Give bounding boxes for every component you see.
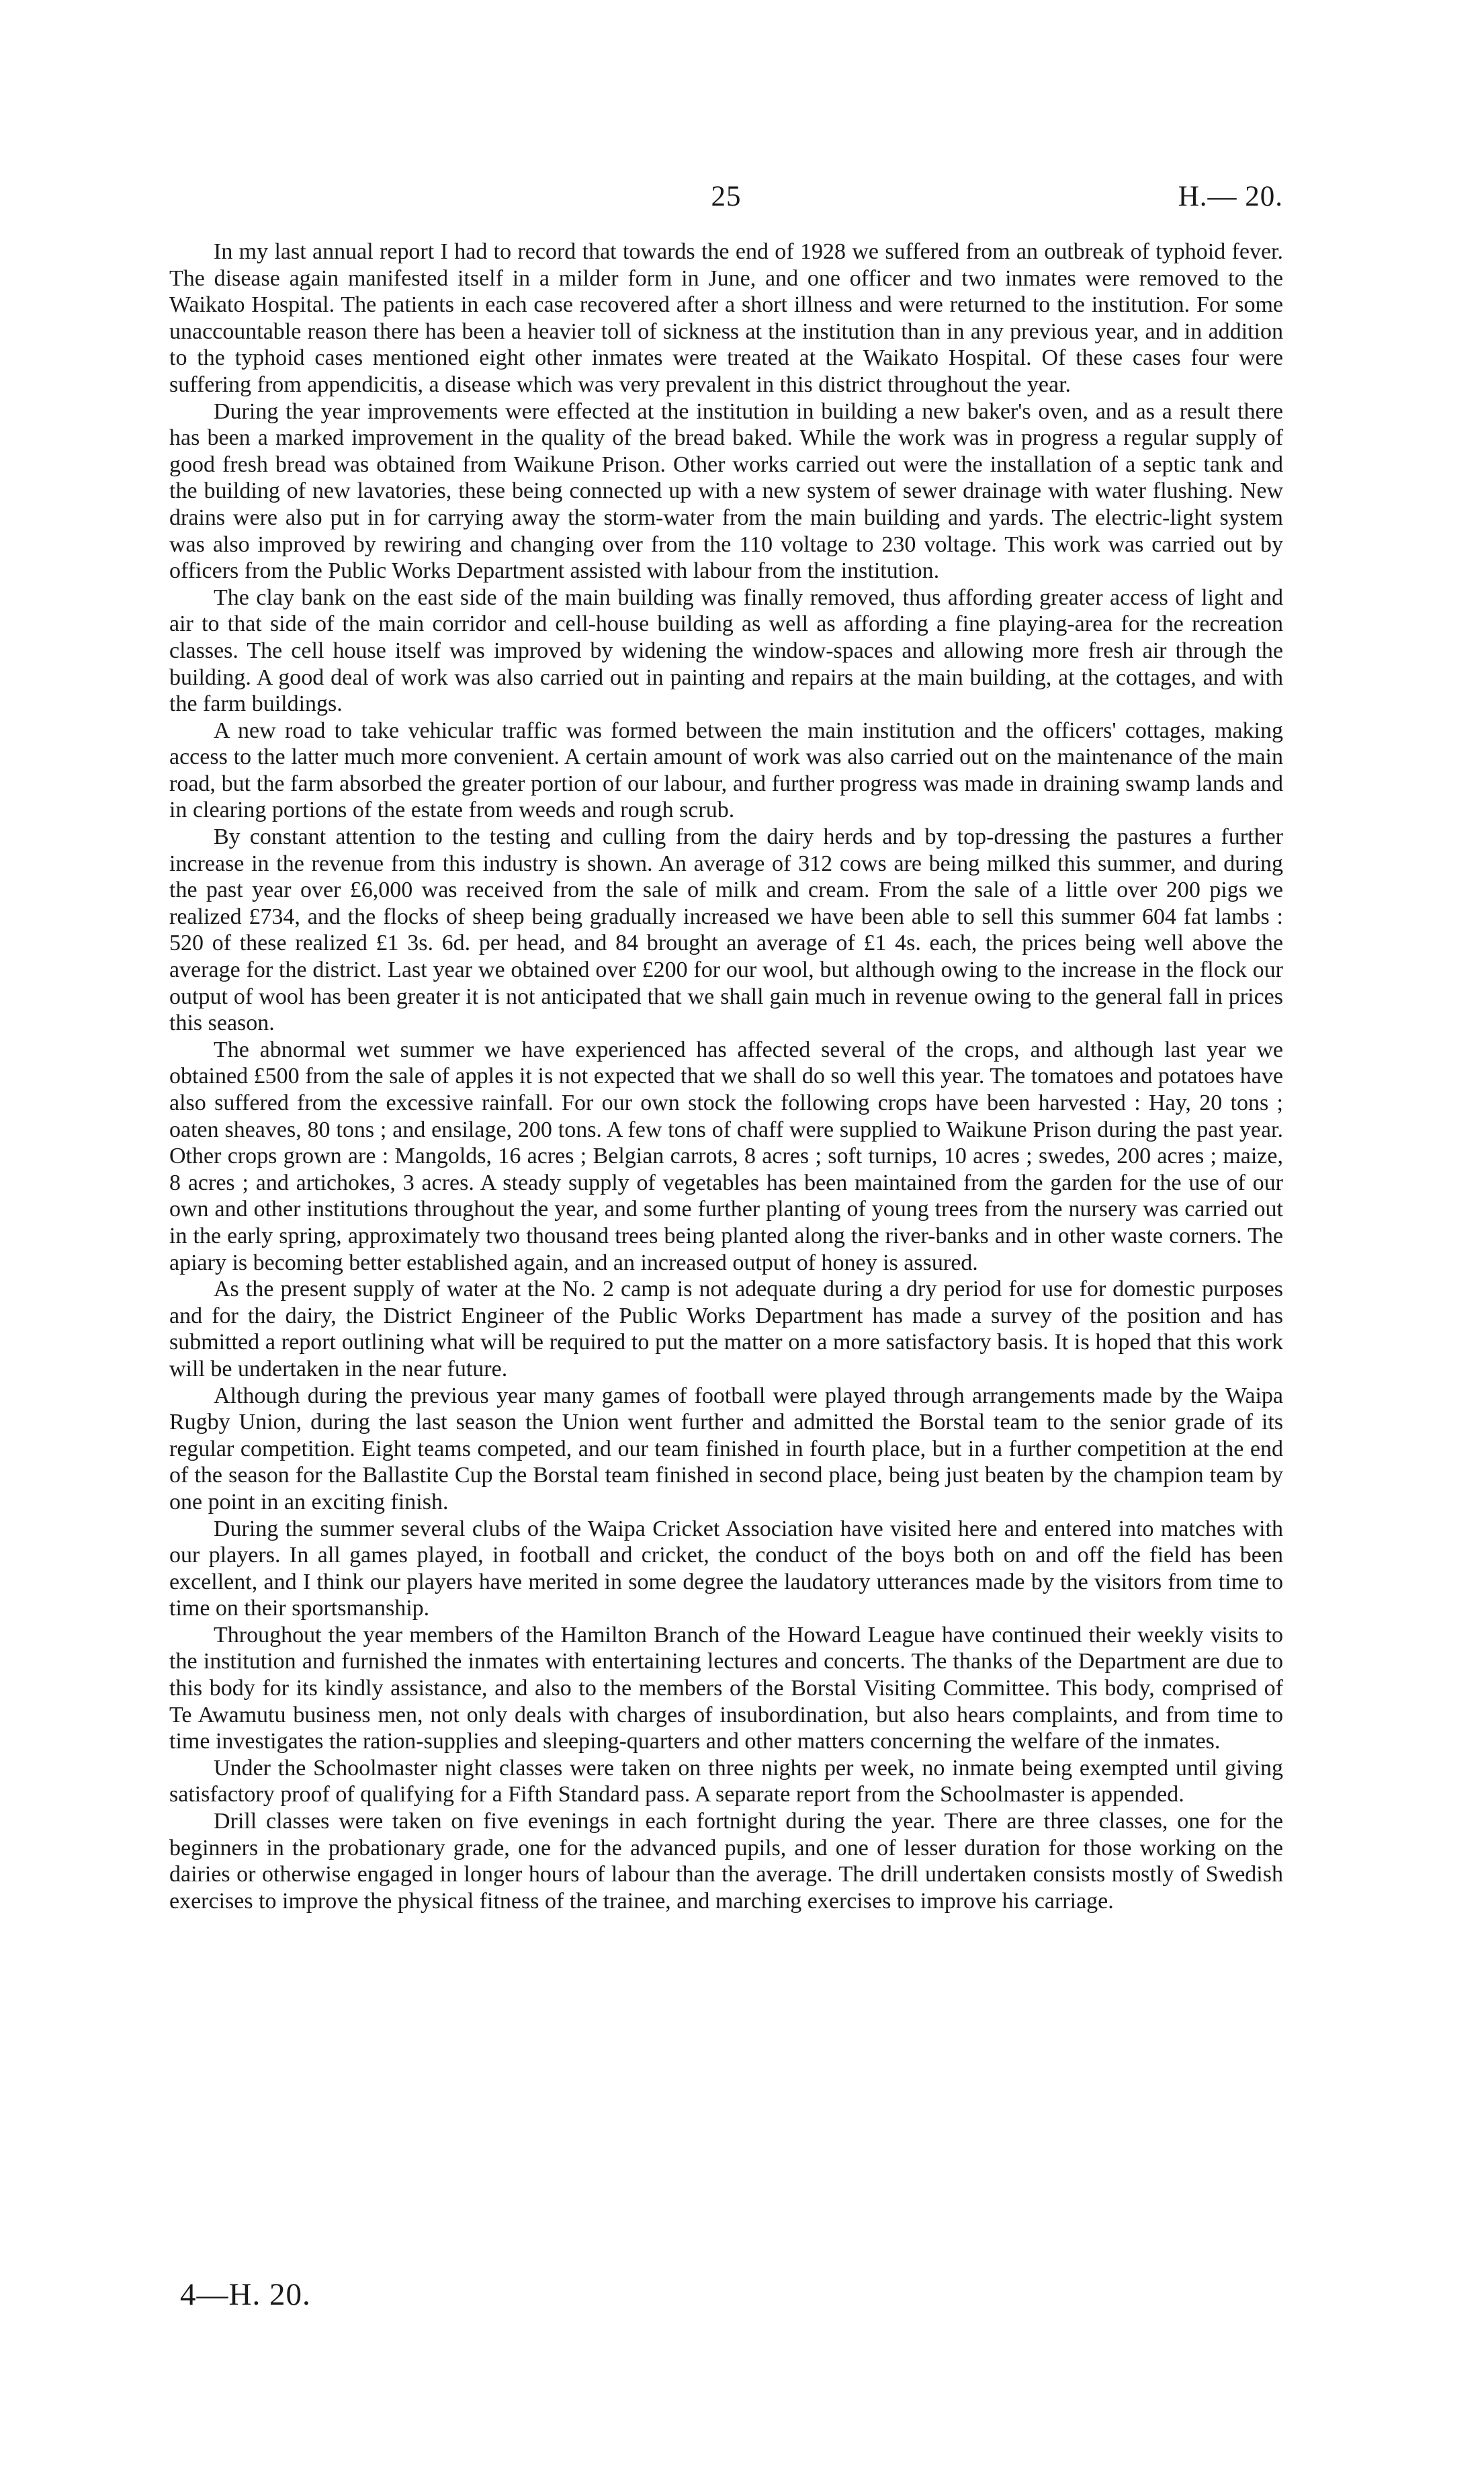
paragraph-water-supply: As the present supply of water at the No. 2 camp is not adequate during a dry period for use for domestic purposes and for the dairy, the District Engineer of the Public Works Department has made a survey of the position and has submitted a report outlining what will be required to put the matter on a more satisfactory basis. It is hoped that this work will be undertaken in the near future. bbox=[169, 1277, 1283, 1381]
signature-code: 4—H. 20. bbox=[180, 2277, 311, 2312]
paragraph-cricket: During the summer several clubs of the Waipa Cricket Association have visited here and entered into matches with our players. In all games played, in football and cricket, the conduct of the boys both on and off the field has been excellent, and I think our players have merited in some degree the laudatory utterances made by the visitors from time to time on their sportsmanship. bbox=[169, 1516, 1283, 1621]
paragraph-clay-bank: The clay bank on the east side of the main building was finally removed, thus affording greater access of light and air to that side of the main corridor and cell-house building as well as affording a fine playing-area for the recreation classes. The cell house itself was improved by widening the window-spaces and allowing more fresh air through the building. A good deal of work was also carried out in painting and repairs at the main building, at the cottages, and with the farm buildings. bbox=[169, 585, 1283, 717]
paragraph-drill: Drill classes were taken on five evenings in each fortnight during the year. There are three classes, one for the beginners in the probationary grade, one for the advanced pupils, and one of lesser duration for those working on the dairies or otherwise engaged in longer hours of labour than the average. The drill undertaken consists mostly of Swedish exercises to improve the physical fitness of the trainee, and marching exercises to improve his carriage. bbox=[169, 1809, 1283, 1914]
paragraph-improvements: During the year improvements were effected at the institution in building a new baker's oven, and as a result there has been a marked improvement in the quality of the bread baked. While the work was in progress a regular supply of good fresh bread was obtained from Waikune Prison. Other works carried out were the installation of a septic tank and the building of new lavatories, these being connected up with a new system of sewer drainage with water flushing. New drains were also put in for carrying away the storm-water from the main building and yards. The electric-light system was also improved by rewiring and changing over from the 110 voltage to 230 voltage. This work was carried out by officers from the Public Works Department assisted with labour from the institution. bbox=[169, 398, 1283, 584]
paragraph-football: Although during the previous year many games of football were played through arrangements made by the Waipa Rugby Union, during the last season the Union went further and admitted the Borstal team to the senior grade of its regular competition. Eight teams competed, and our team finished in fourth place, but in a further competition at the end of the season for the Ballastite Cup the Borstal team finished in second place, being just beaten by the champion team by one point in an exciting finish. bbox=[169, 1383, 1283, 1514]
page-header bbox=[169, 180, 1283, 220]
paragraph-crops: The abnormal wet summer we have experienced has affected several of the crops, and although last year we obtained £500 from the sale of apples it is not expected that we shall do so well this year. The tomatoes and potatoes have also suffered from the excessive rainfall. For our own stock the following crops have been harvested : Hay, 20 tons ; oaten sheaves, 80 tons ; and ensilage, 200 tons. A few tons of chaff were supplied to Waikune Prison during the past year. Other crops grown are : Mangolds, 16 acres ; Belgian carrots, 8 acres ; soft turnips, 10 acres ; swedes, 200 acres ; maize, 8 acres ; and artichokes, 3 acres. A steady supply of vegetables has been maintained from the garden for the use of our own and other institutions throughout the year, and some further planting of young trees from the nursery was carried out in the early spring, approximately two thousand trees being planted along the river-banks and in other waste corners. The apiary is becoming better established again, and an increased output of honey is assured. bbox=[169, 1037, 1283, 1275]
paragraph-health: In my last annual report I had to record that towards the end of 1928 we suffered from an outbreak of typhoid fever. The disease again manifested itself in a milder form in June, and one officer and two inmates were removed to the Waikato Hospital. The patients in each case recovered after a short illness and were returned to the institution. For some unaccountable reason there has been a heavier toll of sickness at the institution than in any previous year, and in addition to the typhoid cases mentioned eight other inmates were treated at the Waikato Hospital. Of these cases four were suffering from appendicitis, a disease which was very prevalent in this district throughout the year. bbox=[169, 239, 1283, 397]
paragraph-howard-league: Throughout the year members of the Hamilton Branch of the Howard League have continued their weekly visits to the institution and furnished the inmates with entertaining lectures and concerts. The thanks of the Department are due to this body for its kindly assistance, and also to the members of the Borstal Visiting Committee. This body, comprised of Te Awamutu business men, not only deals with charges of insubordination, but also hears complaints, and from time to time investigates the ration-supplies and sleeping-quarters and other matters concerning the welfare of the inmates. bbox=[169, 1622, 1283, 1754]
paragraph-schoolmaster: Under the Schoolmaster night classes were taken on three nights per week, no inmate being exempted until giving satisfactory proof of qualifying for a Fifth Standard pass. A separate report from the Schoolmaster is appended. bbox=[169, 1755, 1283, 1807]
paragraph-new-road: A new road to take vehicular traffic was formed between the main institution and the officers' cottages, making access to the latter much more convenient. A certain amount of work was also carried out on the maintenance of the main road, but the farm absorbed the greater portion of our labour, and further progress was made in draining swamp lands and in clearing portions of the estate from weeds and rough scrub. bbox=[169, 718, 1283, 823]
page-number: 25 bbox=[711, 181, 742, 212]
paragraph-dairy: By constant attention to the testing and culling from the dairy herds and by top-dressing the pastures a further increase in the revenue from this industry is shown. An average of 312 cows are being milked this summer, and during the past year over £6,000 was received from the sale of milk and cream. From the sale of a little over 200 pigs we realized £734, and the flocks of sheep being gradually increased we have been able to sell this summer 604 fat lambs : 520 of these realized £1 3s. 6d. per head, and 84 brought an average of £1 4s. each, the prices being well above the average for the district. Last year we obtained over £200 for our wool, but although owing to the increase in the flock our output of wool has been greater it is not anticipated that we shall gain much in revenue owing to the general fall in prices this season. bbox=[169, 824, 1283, 1036]
report-code: H.— 20. bbox=[1178, 181, 1283, 212]
body-text bbox=[169, 239, 1283, 1914]
